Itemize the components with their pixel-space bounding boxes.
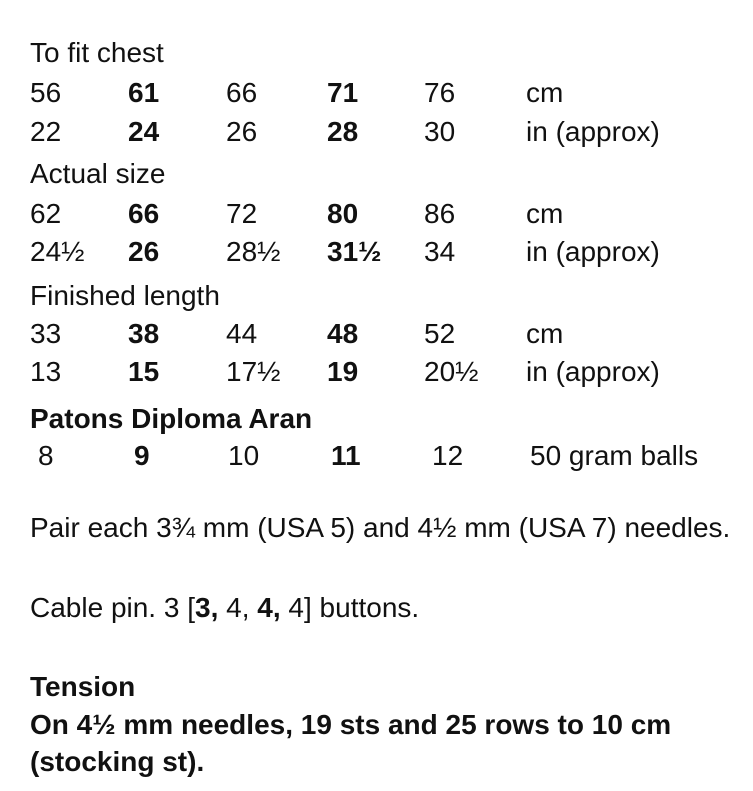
size-value: 80 [327,198,359,229]
size-value: 19 [327,356,359,387]
size-value: 44 [226,318,258,349]
buttons-size: 4, [218,592,258,623]
chest-heading: To fit chest [30,37,164,68]
yarn-quantity: 8 [38,440,54,471]
yarn-heading: Patons Diploma Aran [30,403,313,434]
size-value: 86 [424,198,456,229]
size-value: 62 [30,198,62,229]
unit-label: cm [526,318,564,349]
needles-text: Pair each 3¾ mm (USA 5) and 4½ mm (USA 7) needles. [30,512,731,543]
size-value: 61 [128,77,160,108]
size-value: 38 [128,318,160,349]
length-in-row [30,357,745,387]
size-value: 48 [327,318,359,349]
actual-cm-row [30,199,745,229]
size-value: 28 [327,116,359,147]
finished-length-heading: Finished length [30,280,220,311]
buttons-size-bold: 3, [195,592,219,623]
size-value: 52 [424,318,456,349]
yarn-quantity: 10 [228,440,260,471]
unit-label: cm [526,77,564,108]
size-value: 28½ [226,236,281,267]
tension-text: On 4½ mm needles, 19 sts and 25 rows to 10 cm (stocking st). [30,709,672,777]
yarn-quantity: 9 [134,440,150,471]
size-value: 22 [30,116,62,147]
yarn-quantity: 12 [432,440,464,471]
buttons-size-bold: 4, [257,592,281,623]
size-value: 24 [128,116,160,147]
size-value: 72 [226,198,258,229]
size-value: 31½ [327,236,382,267]
actual-in-row [30,237,745,267]
chest-cm-row [30,78,745,108]
size-value: 71 [327,77,359,108]
length-cm-row [30,319,745,349]
actual-size-heading: Actual size [30,158,166,189]
size-value: 20½ [424,356,479,387]
unit-label: in (approx) [526,356,660,387]
size-value: 56 [30,77,62,108]
size-value: 76 [424,77,456,108]
chest-in-row [30,117,745,147]
size-value: 66 [226,77,258,108]
size-value: 15 [128,356,160,387]
unit-label: cm [526,198,564,229]
buttons-suffix: 4] buttons. [280,592,420,623]
buttons-text [30,593,419,623]
size-value: 24½ [30,236,85,267]
size-value: 66 [128,198,160,229]
size-value: 34 [424,236,456,267]
size-value: 13 [30,356,62,387]
size-value: 17½ [226,356,281,387]
size-value: 30 [424,116,456,147]
unit-label: in (approx) [526,116,660,147]
unit-label: in (approx) [526,236,660,267]
tension-heading: Tension [30,671,136,702]
yarn-quantity-row [30,441,745,471]
unit-label: 50 gram balls [530,440,699,471]
buttons-prefix: Cable pin. 3 [ [30,592,195,623]
size-value: 26 [226,116,258,147]
yarn-quantity: 11 [331,440,361,471]
size-value: 26 [128,236,160,267]
size-value: 33 [30,318,62,349]
